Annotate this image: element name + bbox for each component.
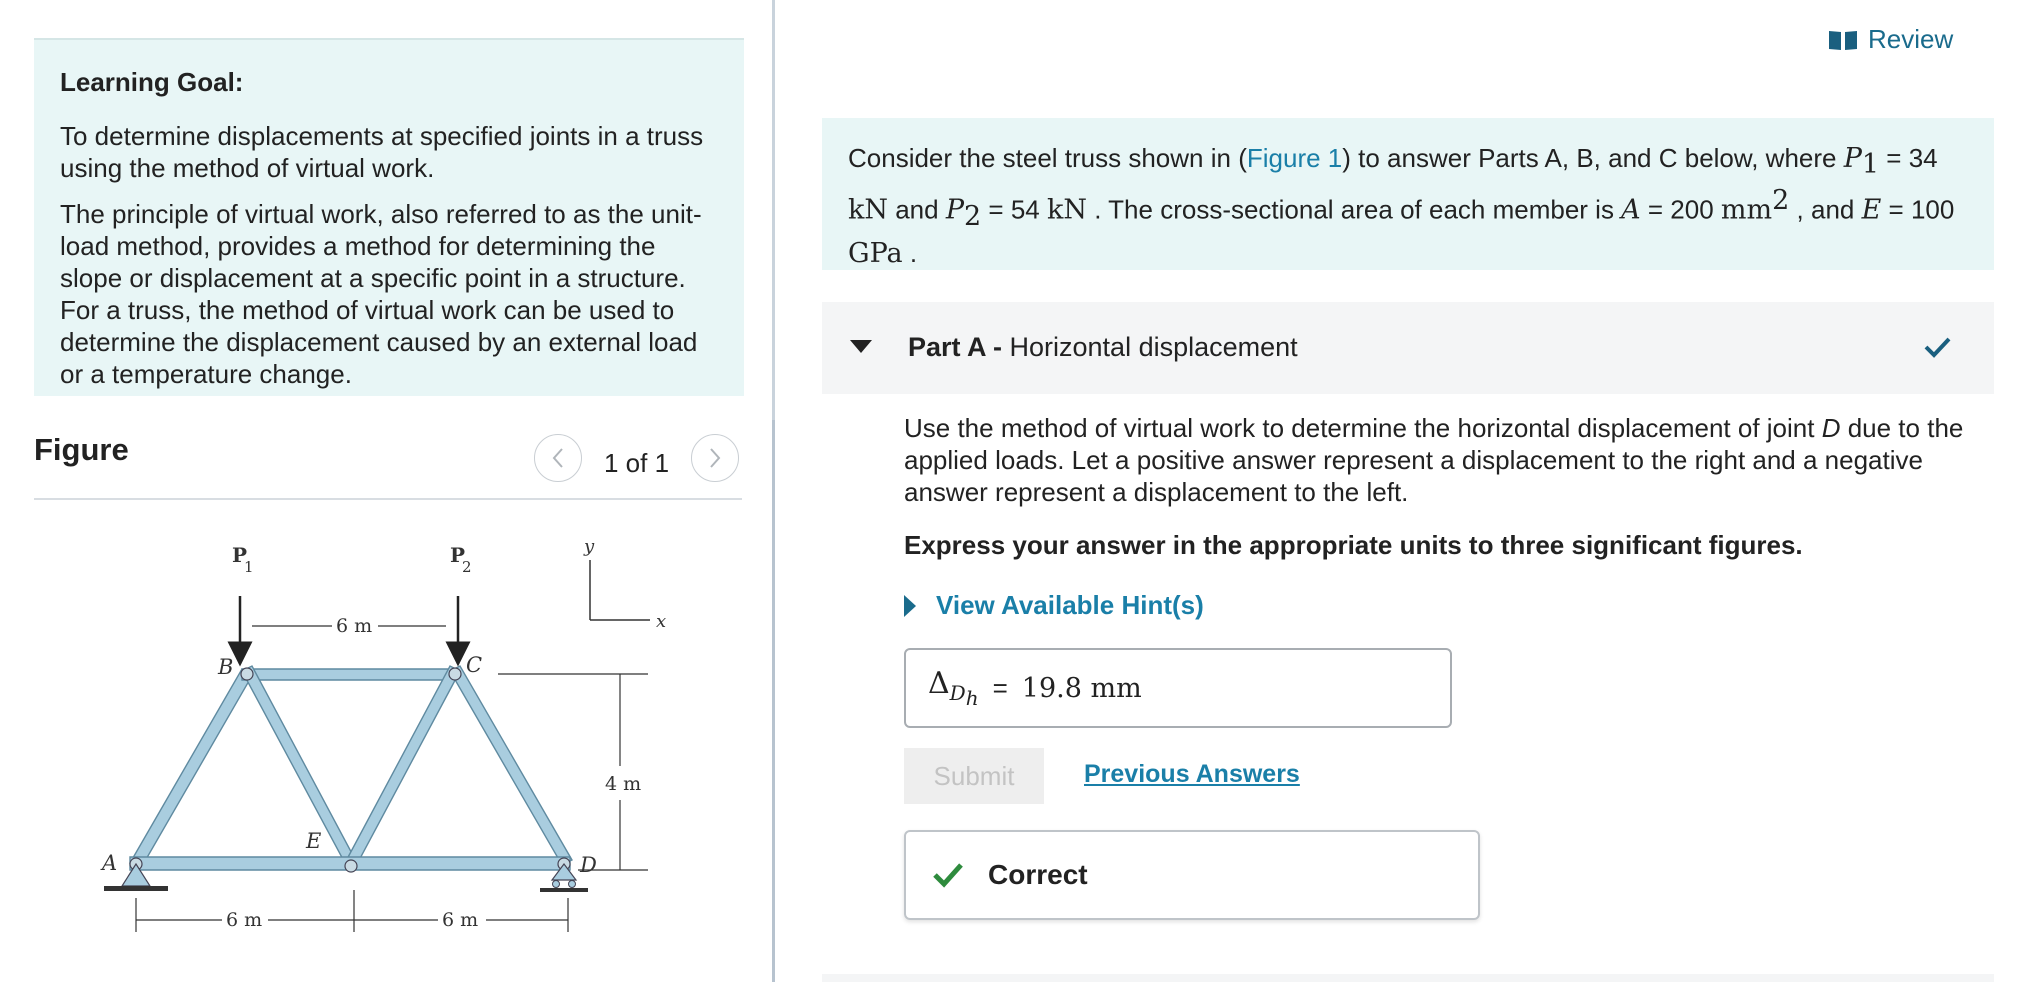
question-text-2: due to the applied loads. Let a positive answer represent a displacement to the right and a negative answer represent a displacement to the left. (904, 413, 1964, 507)
intro-text-3: = 34 (1879, 143, 1938, 173)
answer-equals: = (992, 672, 1008, 703)
member-ab (130, 669, 253, 868)
y-axis-label: y (584, 540, 595, 557)
problem-statement (822, 118, 1994, 270)
height-dimension-label: 4 m (605, 773, 642, 795)
intro-text-1: Consider the steel truss shown in ( (848, 143, 1247, 173)
bottom-right-dimension-label: 6 m (442, 909, 479, 931)
load-p2-subscript: 2 (462, 558, 472, 576)
checkmark-icon (1922, 332, 1952, 362)
joint-e-label: E (306, 829, 322, 853)
joint-c-label: C (466, 653, 483, 677)
previous-answers-link[interactable]: Previous Answers (1084, 760, 1300, 788)
feedback-label: Correct (988, 859, 1088, 890)
part-a-title (908, 332, 1298, 363)
joint-c (449, 668, 461, 680)
joint-a-label: A (102, 851, 118, 875)
answer-instruction: Express your answer in the appropriate units to three significant figures. (904, 530, 1803, 560)
intro-text-6: . The cross-sectional area of each member is (1086, 194, 1622, 225)
learning-goal-text: To determine displacements at specified joints in a truss using the method of virtual work. (60, 121, 704, 183)
pane-divider[interactable] (772, 0, 775, 982)
answer-field[interactable] (904, 648, 1452, 728)
bottom-left-dimension-label: 6 m (226, 909, 263, 931)
member-cd (450, 666, 572, 865)
joint-e (345, 860, 357, 872)
intro-text-4: and (888, 194, 946, 225)
question-text (904, 412, 1994, 508)
answer-sub-subscript: h (965, 686, 979, 710)
feedback-panel (904, 830, 1480, 920)
symbol-modulus: E (1861, 194, 1882, 226)
figure-link[interactable]: Figure 1 (1246, 143, 1343, 173)
figure-page-count: 1 of 1 (604, 448, 670, 478)
question-text-1: Use the method of virtual work to determine the horizontal displacement of joint (904, 413, 1822, 443)
unit-mm: mm (1720, 194, 1773, 226)
x-axis-label: x (656, 611, 667, 632)
load-p2-label: P (450, 543, 466, 567)
roller-left (553, 881, 560, 888)
view-hints-label: View Available Hint(s) (936, 590, 1204, 620)
intro-text-9: = 100 (1881, 194, 1955, 225)
load-p1-subscript: 1 (244, 558, 254, 576)
symbol-area: A (1621, 194, 1641, 226)
truss-diagram (100, 540, 700, 940)
learning-goal-description: The principle of virtual work, also referred to as the unit-load method, provides a method for determining the slope or displacement at a specific point in a structure. For a truss, the method of virtual work can be used to determine the displacement caused by an external load or a temperature change. (60, 199, 702, 389)
answer-variable (928, 666, 979, 710)
view-hints-toggle[interactable] (904, 590, 1204, 621)
joint-b (241, 668, 253, 680)
symbol-p2-subscript: 2 (964, 201, 982, 233)
unit-kn-2: kN (1046, 194, 1087, 226)
member-ec (346, 666, 460, 866)
intro-text-7: = 200 (1640, 194, 1721, 225)
part-a-header[interactable] (822, 302, 1994, 394)
member-be (242, 666, 356, 865)
next-figure-button[interactable] (691, 434, 739, 482)
learning-goal-heading: Learning Goal: (60, 67, 244, 97)
symbol-p1: P (1843, 143, 1862, 174)
review-link[interactable] (1828, 24, 1953, 55)
review-label: Review (1868, 24, 1954, 54)
answer-subscript: D (949, 681, 966, 705)
part-a-label: Part A - (908, 332, 1003, 362)
learning-goal-panel (34, 38, 744, 396)
intro-text-2: ) to answer Parts A, B, and C below, where (1342, 143, 1844, 173)
symbol-p2: P (945, 194, 964, 226)
intro-text-10: . (902, 238, 918, 269)
part-a-name: Horizontal displacement (1002, 332, 1298, 362)
unit-gpa: GPa (848, 238, 903, 270)
correct-check-icon (932, 861, 964, 889)
top-dimension-label: 6 m (336, 615, 373, 637)
ground-d (540, 888, 588, 892)
load-p1-label: P (232, 543, 248, 567)
intro-text-8: , and (1789, 194, 1862, 225)
unit-kn-1: kN (848, 194, 888, 226)
caret-right-icon (904, 595, 916, 617)
roller-right (569, 881, 576, 888)
answer-delta: Δ (928, 666, 950, 701)
question-joint: D (1821, 413, 1841, 443)
chevron-right-icon (707, 446, 723, 470)
ground-a (104, 886, 168, 891)
answer-value[interactable]: 19.8 mm (1021, 672, 1142, 704)
next-part-header-edge (822, 974, 1994, 982)
figure-divider (34, 498, 742, 500)
unit-mm-exponent: 2 (1772, 185, 1790, 217)
previous-figure-button[interactable] (534, 434, 582, 482)
left-pane (0, 0, 772, 982)
joint-b-label: B (218, 655, 234, 679)
intro-text-5: = 54 (981, 194, 1047, 225)
joint-d-label: D (580, 853, 597, 877)
figure-title: Figure (34, 432, 129, 467)
book-icon (1828, 28, 1858, 52)
submit-button[interactable]: Submit (904, 748, 1044, 804)
member-bc (242, 669, 460, 680)
chevron-left-icon (550, 446, 566, 470)
caret-down-icon (850, 340, 872, 353)
symbol-p1-subscript: 1 (1861, 149, 1880, 181)
